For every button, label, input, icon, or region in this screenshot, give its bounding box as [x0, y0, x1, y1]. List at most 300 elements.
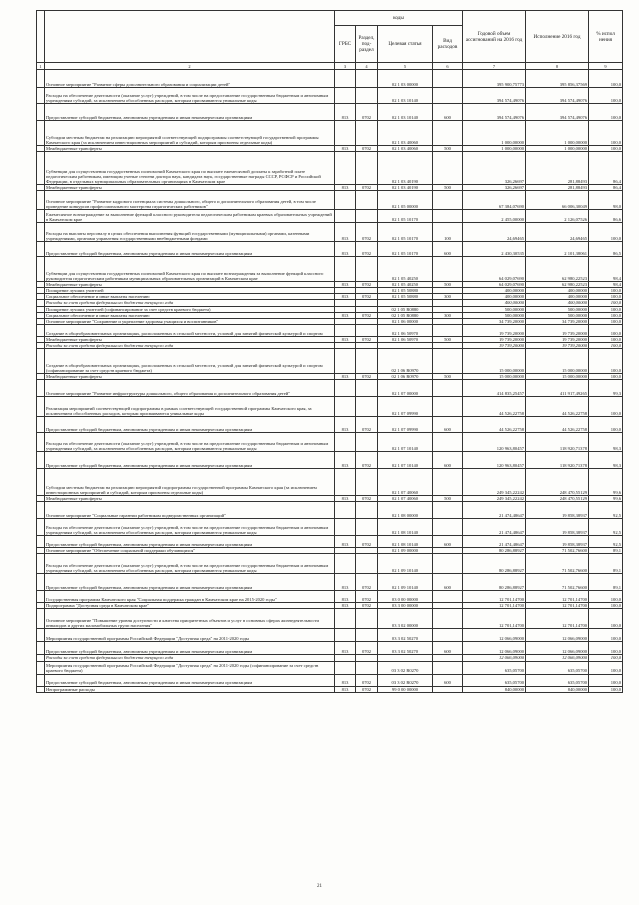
- row-percent: 100,0: [589, 397, 623, 417]
- row-marker-cell: [37, 554, 45, 574]
- row-target-article: 02 1 09 00000: [378, 548, 433, 554]
- row-razdel: 0702: [356, 674, 378, 686]
- row-grbs: [335, 433, 356, 452]
- row-grbs: 813: [335, 417, 356, 433]
- table-row: [37, 152, 623, 185]
- row-expense-type: 500: [433, 146, 463, 152]
- row-grbs: 813: [335, 536, 356, 548]
- table-row: [37, 661, 623, 674]
- col-number: 4: [356, 63, 378, 70]
- row-planned: 24,69465: [463, 223, 526, 242]
- row-target-article: 02 1 08 10140: [378, 536, 433, 548]
- row-description: Предоставление субсидий бюджетным, автономным учреждениям и иным некоммерческим организациям: [45, 574, 335, 591]
- row-target-article: 03 3 02 R0270: [378, 661, 433, 674]
- table-row: [37, 349, 623, 374]
- row-expense-type: 300: [433, 294, 463, 300]
- col-number: 7: [463, 63, 526, 70]
- row-percent: 100,0: [589, 146, 623, 152]
- row-planned: 635,05700: [463, 661, 526, 674]
- row-razdel: 0702: [356, 282, 378, 288]
- row-executed: 12 701,14700: [526, 609, 589, 629]
- row-planned: 80 286,88927: [463, 548, 526, 554]
- row-percent: 100,0: [589, 294, 623, 300]
- row-percent: 98,4: [589, 257, 623, 282]
- row-planned: 64 029,07690: [463, 257, 526, 282]
- table-row: [37, 554, 623, 574]
- row-target-article: 02 1 05 00000: [378, 191, 433, 210]
- header-article: Целевая статья: [378, 26, 433, 63]
- row-razdel: 0702: [356, 242, 378, 257]
- row-executed: 19 739,20000: [526, 324, 589, 336]
- row-expense-type: [433, 519, 463, 536]
- budget-table: [36, 10, 623, 693]
- row-expense-type: 600: [433, 452, 463, 469]
- row-target-article: 02 1 05 10170: [378, 242, 433, 257]
- row-target-article: 02 1 03 10140: [378, 88, 433, 104]
- row-expense-type: [433, 349, 463, 374]
- page-number: 21: [317, 884, 322, 889]
- row-expense-type: [433, 191, 463, 210]
- row-description: Межбюджетные трансферты: [45, 146, 335, 152]
- col-number: 1: [37, 63, 45, 70]
- row-planned: 44 526,22758: [463, 417, 526, 433]
- row-razdel: [356, 210, 378, 223]
- row-razdel: [356, 519, 378, 536]
- row-grbs: [335, 380, 356, 397]
- row-planned: 64 029,07690: [463, 282, 526, 288]
- row-razdel: [356, 502, 378, 519]
- header-razdel: Раздел, под-раздел: [356, 26, 378, 63]
- row-razdel: 0702: [356, 104, 378, 121]
- row-planned: 34 739,20000: [463, 318, 526, 324]
- col-number: 2: [45, 63, 335, 70]
- row-planned: 19 739,20000: [463, 342, 526, 348]
- row-marker-cell: [37, 397, 45, 417]
- row-target-article: 02 1 05 10170: [378, 210, 433, 223]
- row-description: Межбюджетные трансферты: [45, 336, 335, 342]
- row-target-article: 02 1 06 R0970: [378, 374, 433, 380]
- row-grbs: [335, 519, 356, 536]
- row-marker-cell: [37, 242, 45, 257]
- row-grbs: [335, 502, 356, 519]
- row-description: Предоставление субсидий бюджетным, автономным учреждениям и иным некоммерческим организациям: [45, 452, 335, 469]
- row-executed: 500,00000: [526, 312, 589, 318]
- header-blank-2: [45, 11, 335, 63]
- row-target-article: 02 1 05 40250: [378, 257, 433, 282]
- row-marker-cell: [37, 574, 45, 591]
- row-marker-cell: [37, 223, 45, 242]
- row-description: Мероприятия государственной программы Российской Федерации "Доступная среда" на 2011-2020 годы: [45, 629, 335, 642]
- row-description: Расходы на выплаты персоналу в целях обеспечения выполнения функций государственными (муниципальными) органами, казенными учреждениями, органами управления государственными внебюджетными фондами: [45, 223, 335, 242]
- row-executed: 62 980,22523: [526, 282, 589, 288]
- row-grbs: 813: [335, 591, 356, 603]
- row-percent: 100,0: [589, 336, 623, 342]
- row-target-article: 99 0 00 00000: [378, 686, 433, 692]
- row-description: Субвенции для осуществления государственных полномочий Камчатского края по выплате ежемесячной доплаты к заработной плате педагогическим работникам, имеющим ученые степени доктора наук, кандидата наук, государственные награды СССР, РСФСР и Российской Федерации, в отдельных муниципальных образовательных организациях в Камчатском крае: [45, 152, 335, 185]
- header-grbs: ГРБС: [335, 26, 356, 63]
- row-percent: 100,0: [589, 349, 623, 374]
- row-expense-type: [433, 324, 463, 336]
- row-marker-cell: [37, 88, 45, 104]
- table-row: [37, 223, 623, 242]
- row-executed: 19 858,38937: [526, 536, 589, 548]
- row-razdel: 0702: [356, 496, 378, 502]
- row-grbs: 813: [335, 496, 356, 502]
- row-description: Субсидии местным бюджетам на реализацию мероприятий подпрограммы государственной программы Камчатского края (за исключением инвестиционных мероприятий и субсидий, которым присвоены отдельные коды): [45, 469, 335, 496]
- row-grbs: [335, 70, 356, 88]
- row-expense-type: [433, 609, 463, 629]
- row-percent: 99,3: [589, 380, 623, 397]
- row-percent: 100,0: [589, 318, 623, 324]
- table-row: [37, 88, 623, 104]
- table-body: [37, 70, 623, 693]
- header-codes: коды: [335, 11, 463, 26]
- row-razdel: 0702: [356, 294, 378, 300]
- row-razdel: [356, 152, 378, 185]
- table-row: [37, 642, 623, 655]
- row-expense-type: [433, 433, 463, 452]
- table-row: [37, 433, 623, 452]
- row-target-article: 03 0 00 00000: [378, 591, 433, 603]
- row-percent: 100,0: [589, 104, 623, 121]
- row-executed: 394 574,49076: [526, 88, 589, 104]
- row-planned: 394 574,49076: [463, 88, 526, 104]
- row-planned: 326,26697: [463, 152, 526, 185]
- row-description: Расходы за счет средств федерального бюджета текущего года: [45, 300, 335, 306]
- row-description: Расходы на обеспечение деятельности (оказание услуг) учреждений, в том числе на предоставление государственным бюджетным и автономным учреждениям субсидий, за исключением обособленных расходов, которым присваиваются уникальные коды: [45, 519, 335, 536]
- row-executed: 395 856,37569: [526, 70, 589, 88]
- row-marker-cell: [37, 70, 45, 88]
- row-percent: 86,5: [589, 242, 623, 257]
- row-target-article: 03 3 02 50270: [378, 642, 433, 655]
- row-planned: 394 574,49076: [463, 104, 526, 121]
- row-percent: 100,0: [589, 324, 623, 336]
- row-description: Основное мероприятие "Развитие кадрового потенциала системы дошкольного, общего и дополнительного образования детей, в том числе проведение конкурсов профессионального мастерства педагогических работников": [45, 191, 335, 210]
- row-executed: 400,00000: [526, 300, 589, 306]
- row-percent: 100,0: [589, 655, 623, 661]
- row-razdel: [356, 191, 378, 210]
- row-expense-type: 500: [433, 374, 463, 380]
- row-planned: 1 000,00000: [463, 146, 526, 152]
- row-executed: 2 101,38061: [526, 242, 589, 257]
- row-target-article: 02 1 05 50880: [378, 294, 433, 300]
- row-marker-cell: [37, 686, 45, 692]
- row-grbs: 813: [335, 185, 356, 191]
- table-row: [37, 121, 623, 146]
- row-target-article: 02 1 07 10140: [378, 433, 433, 452]
- row-executed: 394 574,49076: [526, 104, 589, 121]
- row-description: Межбюджетные трансферты: [45, 282, 335, 288]
- row-target-article: 03 3 00 00000: [378, 603, 433, 609]
- table-row: [37, 686, 623, 692]
- row-executed: 411 917,49265: [526, 380, 589, 397]
- row-planned: 400,00000: [463, 294, 526, 300]
- row-expense-type: 500: [433, 496, 463, 502]
- row-executed: 12 701,14700: [526, 591, 589, 603]
- row-planned: 395 900,75773: [463, 70, 526, 88]
- table-row: [37, 242, 623, 257]
- row-target-article: 02 1 05 R0880: [378, 312, 433, 318]
- row-percent: 92,5: [589, 536, 623, 548]
- row-description: Социальное обеспечение и иные выплаты населению: [45, 294, 335, 300]
- row-marker-cell: [37, 104, 45, 121]
- row-expense-type: 100: [433, 223, 463, 242]
- row-expense-type: 600: [433, 642, 463, 655]
- row-percent: 100,0: [589, 88, 623, 104]
- row-description: Основное мероприятие "Повышение уровня доступности и качества приоритетных объектов и услуг в основных сферах жизнедеятельности инвалидов и других маломобильных групп населения": [45, 609, 335, 629]
- row-percent: 98,3: [589, 452, 623, 469]
- table-row: [37, 519, 623, 536]
- row-expense-type: [433, 70, 463, 88]
- row-target-article: 02 1 05 10170: [378, 223, 433, 242]
- row-executed: 71 502,76600: [526, 554, 589, 574]
- row-grbs: [335, 609, 356, 629]
- row-target-article: 02 1 03 40060: [378, 146, 433, 152]
- row-expense-type: [433, 121, 463, 146]
- row-target-article: 02 1 07 09990: [378, 417, 433, 433]
- row-description: Социальное обеспечение и иные выплаты населению: [45, 312, 335, 318]
- row-grbs: 813: [335, 104, 356, 121]
- row-target-article: 02 1 09 10140: [378, 554, 433, 574]
- row-executed: 19 739,20000: [526, 342, 589, 348]
- row-expense-type: 600: [433, 417, 463, 433]
- row-marker-cell: [37, 629, 45, 642]
- row-percent: 100,0: [589, 306, 623, 312]
- row-target-article: 02 1 05 R0880: [378, 306, 433, 312]
- row-expense-type: [433, 210, 463, 223]
- row-marker-cell: [37, 642, 45, 655]
- col-number: 8: [526, 63, 589, 70]
- row-grbs: 813: [335, 603, 356, 609]
- header-planned: Годовой объем ассигнований на 2016 год: [463, 11, 526, 63]
- header-blank-1: [37, 11, 45, 63]
- row-razdel: 0702: [356, 686, 378, 692]
- row-expense-type: 300: [433, 312, 463, 318]
- row-marker-cell: [37, 519, 45, 536]
- row-marker-cell: [37, 349, 45, 374]
- row-planned: 21 474,48647: [463, 519, 526, 536]
- table-row: [37, 502, 623, 519]
- row-executed: 19 858,38937: [526, 502, 589, 519]
- row-description: Предоставление субсидий бюджетным, автономным учреждениям и иным некоммерческим организациям: [45, 417, 335, 433]
- row-razdel: [356, 88, 378, 104]
- row-target-article: 03 3 02 50270: [378, 629, 433, 642]
- table-row: [37, 70, 623, 88]
- row-expense-type: 500: [433, 282, 463, 288]
- row-marker-cell: [37, 257, 45, 282]
- row-planned: 67 384,07690: [463, 191, 526, 210]
- row-executed: 12 066,09000: [526, 655, 589, 661]
- row-grbs: [335, 210, 356, 223]
- row-target-article: 02 1 06 R0970: [378, 349, 433, 374]
- row-grbs: [335, 469, 356, 496]
- row-executed: 248 470,55129: [526, 469, 589, 496]
- col-number: 3: [335, 63, 356, 70]
- row-razdel: [356, 554, 378, 574]
- table-row: [37, 104, 623, 121]
- table-row: [37, 574, 623, 591]
- row-target-article: 02 1 07 40060: [378, 496, 433, 502]
- row-description: Реализация мероприятий соответствующей подпрограммы в рамках соответствующей государственной программы Камчатского края, за исключением обособленных расходов, которым присваиваются уникальные коды: [45, 397, 335, 417]
- row-percent: 100,0: [589, 642, 623, 655]
- row-description: Субвенции для осуществления государственных полномочий Камчатского края по выплате вознаграждения за выполнение функций классного руководителя педагогическим работникам муниципальных образовательных организаций в Камчатском крае: [45, 257, 335, 282]
- row-marker-cell: [37, 121, 45, 146]
- row-planned: 12 066,09000: [463, 655, 526, 661]
- row-razdel: 0702: [356, 336, 378, 342]
- row-planned: 80 286,88927: [463, 554, 526, 574]
- row-description: Создание в общеобразовательных организациях, расположенных в сельской местности, условий для занятий физической культурой и спортом: [45, 324, 335, 336]
- row-description: Создание в общеобразовательных организациях, расположенных в сельской местности, условий для занятий физической культурой и спортом (софинансирование за счет средств краевого бюджета): [45, 349, 335, 374]
- row-executed: 62 980,22523: [526, 257, 589, 282]
- row-planned: 2 430,30535: [463, 242, 526, 257]
- row-razdel: 0702: [356, 185, 378, 191]
- row-expense-type: [433, 502, 463, 519]
- row-razdel: [356, 349, 378, 374]
- row-executed: 635,05700: [526, 674, 589, 686]
- row-marker-cell: [37, 210, 45, 223]
- table-row: [37, 191, 623, 210]
- row-expense-type: [433, 686, 463, 692]
- row-target-article: 02 1 07 10140: [378, 452, 433, 469]
- row-razdel: [356, 324, 378, 336]
- row-description: Основное мероприятие "Сохранение и укрепление здоровья учащихся и воспитанников": [45, 318, 335, 324]
- table-row: [37, 609, 623, 629]
- row-executed: 71 502,76600: [526, 574, 589, 591]
- row-razdel: [356, 70, 378, 88]
- row-expense-type: [433, 257, 463, 282]
- row-target-article: 02 1 06 00000: [378, 318, 433, 324]
- row-percent: 100,0: [589, 591, 623, 603]
- row-target-article: 02 1 05 40250: [378, 282, 433, 288]
- row-percent: 89,1: [589, 574, 623, 591]
- row-executed: 400,00000: [526, 288, 589, 294]
- row-razdel: [356, 469, 378, 496]
- row-executed: 281,88493: [526, 152, 589, 185]
- row-expense-type: 600: [433, 574, 463, 591]
- row-grbs: 813: [335, 223, 356, 242]
- row-marker-cell: [37, 591, 45, 603]
- row-description: Непрограммные расходы: [45, 686, 335, 692]
- row-grbs: 813: [335, 674, 356, 686]
- row-grbs: [335, 191, 356, 210]
- row-percent: 100,0: [589, 342, 623, 348]
- row-marker-cell: [37, 380, 45, 397]
- row-razdel: [356, 257, 378, 282]
- row-description: Основное мероприятие "Обеспечение социальной поддержки обучающихся": [45, 548, 335, 554]
- row-executed: 12 066,09000: [526, 629, 589, 642]
- row-razdel: 0702: [356, 591, 378, 603]
- row-target-article: 02 1 03 00000: [378, 70, 433, 88]
- row-target-article: 02 1 06 50970: [378, 324, 433, 336]
- row-expense-type: [433, 554, 463, 574]
- row-planned: 12 066,09000: [463, 642, 526, 655]
- table-row: [37, 257, 623, 282]
- row-target-article: 02 1 08 10140: [378, 519, 433, 536]
- row-description: Предоставление субсидий бюджетным, автономным учреждениям и иным некоммерческим организациям: [45, 242, 335, 257]
- row-grbs: [335, 661, 356, 674]
- row-planned: 12 066,09000: [463, 629, 526, 642]
- row-executed: 1 000,00000: [526, 121, 589, 146]
- row-razdel: 0702: [356, 642, 378, 655]
- row-target-article: 02 1 03 10140: [378, 104, 433, 121]
- row-percent: 89,1: [589, 554, 623, 574]
- row-target-article: 02 1 06 50970: [378, 336, 433, 342]
- row-expense-type: [433, 629, 463, 642]
- row-grbs: 813: [335, 336, 356, 342]
- row-expense-type: [433, 88, 463, 104]
- row-description: Предоставление субсидий бюджетным, автономным учреждениям и иным некоммерческим организациям: [45, 536, 335, 548]
- row-description: Расходы за счет средств федерального бюджета текущего года: [45, 342, 335, 348]
- row-expense-type: [433, 661, 463, 674]
- row-marker-cell: [37, 417, 45, 433]
- row-marker-cell: [37, 433, 45, 452]
- row-planned: 12 701,14700: [463, 609, 526, 629]
- row-percent: 100,0: [589, 70, 623, 88]
- row-percent: 92,5: [589, 519, 623, 536]
- row-razdel: [356, 433, 378, 452]
- row-razdel: [356, 661, 378, 674]
- row-percent: 99,6: [589, 469, 623, 496]
- row-executed: 2 126,07526: [526, 210, 589, 223]
- row-planned: 249 345,22242: [463, 496, 526, 502]
- row-planned: 400,00000: [463, 300, 526, 306]
- row-executed: 500,00000: [526, 306, 589, 312]
- row-description: Предоставление субсидий бюджетным, автономным учреждениям и иным некоммерческим организациям: [45, 674, 335, 686]
- row-planned: 326,26697: [463, 185, 526, 191]
- row-target-article: 02 1 07 09990: [378, 397, 433, 417]
- row-marker-cell: [37, 674, 45, 686]
- header-executed: Исполнение 2016 год: [526, 11, 589, 63]
- row-expense-type: 600: [433, 242, 463, 257]
- row-razdel: [356, 121, 378, 146]
- row-executed: 12 701,14700: [526, 603, 589, 609]
- row-planned: 2 455,00000: [463, 210, 526, 223]
- table-row: [37, 591, 623, 603]
- table-row: [37, 417, 623, 433]
- row-percent: 100,0: [589, 603, 623, 609]
- row-target-article: 03 3 02 R0270: [378, 674, 433, 686]
- row-percent: 100,0: [589, 288, 623, 294]
- row-description: Предоставление субсидий бюджетным, автономным учреждениям и иным некоммерческим организациям: [45, 104, 335, 121]
- row-executed: 12 066,09000: [526, 642, 589, 655]
- row-description: Подпрограмма "Доступная среда в Камчатском крае": [45, 603, 335, 609]
- row-razdel: [356, 397, 378, 417]
- row-percent: 100,0: [589, 629, 623, 642]
- table-row: [37, 380, 623, 397]
- row-grbs: [335, 349, 356, 374]
- row-percent: 86,4: [589, 185, 623, 191]
- row-planned: 12 701,14700: [463, 591, 526, 603]
- row-grbs: [335, 257, 356, 282]
- row-percent: 99,6: [589, 496, 623, 502]
- row-description: Межбюджетные трансферты: [45, 185, 335, 191]
- row-target-article: 02 1 03 40060: [378, 121, 433, 146]
- row-expense-type: 600: [433, 536, 463, 548]
- row-grbs: 813: [335, 452, 356, 469]
- row-planned: 15 000,00000: [463, 349, 526, 374]
- row-grbs: 813: [335, 282, 356, 288]
- row-grbs: 813: [335, 574, 356, 591]
- row-percent: 86,4: [589, 152, 623, 185]
- row-planned: 120 963,80457: [463, 452, 526, 469]
- row-planned: 21 474,48647: [463, 536, 526, 548]
- row-razdel: [356, 629, 378, 642]
- row-target-article: 02 1 09 10140: [378, 574, 433, 591]
- row-razdel: 0702: [356, 146, 378, 152]
- row-executed: 34 739,20000: [526, 318, 589, 324]
- row-planned: 12 701,14700: [463, 603, 526, 609]
- row-executed: 19 858,38937: [526, 519, 589, 536]
